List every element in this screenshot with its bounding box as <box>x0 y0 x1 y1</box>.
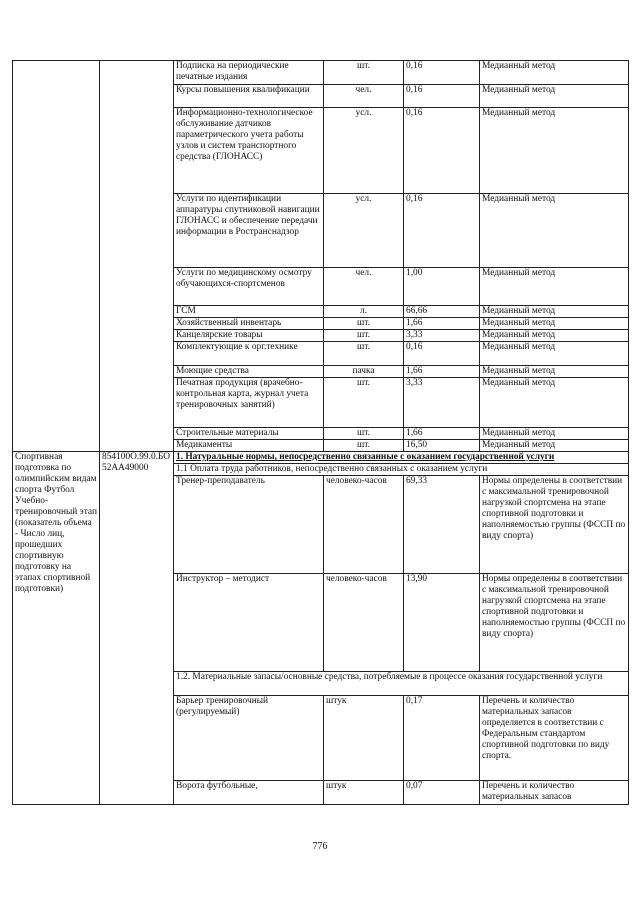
item-method: Медианный метод <box>480 108 629 194</box>
item-method: Медианный метод <box>480 330 629 342</box>
material-name: Ворота футбольные, <box>174 781 324 805</box>
item-value: 3,33 <box>404 330 480 342</box>
material-value: 0,07 <box>404 781 480 805</box>
labor-method: Нормы определены в соответствии с максимальной тренировочной нагрузкой спортсмена на этапе спортивной подготовки и наполняемостью группы (ФССП по виду спорта) <box>480 574 629 672</box>
material-method: Перечень и количество материальных запасов определяется в соответствии с Федеральным стандартом спортивной подготовки по виду спорта. <box>480 696 629 781</box>
item-value: 0,16 <box>404 108 480 194</box>
item-method: Медианный метод <box>480 85 629 108</box>
item-name: Хозяйственный инвентарь <box>174 318 324 330</box>
labor-unit: человеко-часов <box>324 574 404 672</box>
item-name: Медикаменты <box>174 440 324 452</box>
item-value: 16,50 <box>404 440 480 452</box>
item-method: Медианный метод <box>480 268 629 306</box>
section-heading: 1. Натуральные нормы, непосредственно связанные с оказанием государственной услуги <box>174 452 629 464</box>
service-code: 854100О.99.0.БО52АА49000 <box>100 452 174 805</box>
table-row <box>13 61 629 85</box>
item-unit: шт. <box>324 318 404 330</box>
item-value: 66,66 <box>404 306 480 318</box>
labor-method: Нормы определены в соответствии с максимальной тренировочной нагрузкой спортсмена на этапе спортивной подготовки и наполняемостью группы (ФССП по виду спорта) <box>480 476 629 574</box>
item-name: Комплектующие к орг.технике <box>174 342 324 366</box>
labor-value: 13,90 <box>404 574 480 672</box>
item-name: Печатная продукция (врачебно-контрольная карта, журнал учета тренировочных занятий) <box>174 378 324 428</box>
item-unit: пачка <box>324 366 404 378</box>
material-name: Барьер тренировочный (регулируемый) <box>174 696 324 781</box>
item-unit: усл. <box>324 108 404 194</box>
item-value: 1,00 <box>404 268 480 306</box>
item-unit: шт. <box>324 61 404 85</box>
subsection-heading: 1.2. Материальные запасы/основные средства, потребляемые в процессе оказания государственной услуги <box>174 672 629 696</box>
service-cell-empty <box>13 61 100 452</box>
material-unit: штук <box>324 696 404 781</box>
norms-table-body <box>13 61 629 805</box>
item-method: Медианный метод <box>480 366 629 378</box>
item-method: Медианный метод <box>480 306 629 318</box>
item-method: Медианный метод <box>480 342 629 366</box>
item-method: Медианный метод <box>480 318 629 330</box>
item-value: 0,16 <box>404 194 480 268</box>
item-value: 1,66 <box>404 366 480 378</box>
item-name: Строительные материалы <box>174 428 324 440</box>
item-unit: л. <box>324 306 404 318</box>
item-value: 3,33 <box>404 378 480 428</box>
norms-table <box>12 60 629 805</box>
item-method: Медианный метод <box>480 428 629 440</box>
item-method: Медианный метод <box>480 378 629 428</box>
table-row <box>13 452 629 464</box>
item-name: Канцелярские товары <box>174 330 324 342</box>
item-unit: шт. <box>324 428 404 440</box>
service-name: Спортивная подготовка по олимпийским видам спорта Футбол Учебно-тренировочный этап (показатель объема - Число лиц, прошедших спортивную подготовку на этапах спортивной подготовки) <box>13 452 100 805</box>
item-unit: чел. <box>324 85 404 108</box>
material-value: 0,17 <box>404 696 480 781</box>
subsection-heading: 1.1 Оплата труда работников, непосредственно связанных с оказанием услуги <box>174 464 629 476</box>
item-value: 0,16 <box>404 85 480 108</box>
item-method: Медианный метод <box>480 61 629 85</box>
item-unit: шт. <box>324 378 404 428</box>
item-name: Курсы повышения квалификации <box>174 85 324 108</box>
material-method: Перечень и количество материальных запасов <box>480 781 629 805</box>
item-name: Услуги по медицинскому осмотру обучающихся-спортсменов <box>174 268 324 306</box>
item-name: Моющие средства <box>174 366 324 378</box>
labor-name: Инструктор – методист <box>174 574 324 672</box>
item-name: Подписка на периодические печатные издания <box>174 61 324 85</box>
code-cell-empty <box>100 61 174 452</box>
material-unit: штук <box>324 781 404 805</box>
item-value: 0,16 <box>404 342 480 366</box>
labor-value: 69,33 <box>404 476 480 574</box>
item-method: Медианный метод <box>480 194 629 268</box>
labor-name: Тренер-преподаватель <box>174 476 324 574</box>
item-value: 1,66 <box>404 428 480 440</box>
item-name: ГСМ <box>174 306 324 318</box>
item-unit: чел. <box>324 268 404 306</box>
item-value: 0,16 <box>404 61 480 85</box>
item-name: Информационно-технологическое обслуживание датчиков параметрического учета работы узлов и систем транспортного средства (ГЛОНАСС) <box>174 108 324 194</box>
item-unit: усл. <box>324 194 404 268</box>
item-value: 1,66 <box>404 318 480 330</box>
item-unit: шт. <box>324 440 404 452</box>
labor-unit: человеко-часов <box>324 476 404 574</box>
page-number: 776 <box>312 841 328 852</box>
item-method: Медианный метод <box>480 440 629 452</box>
item-unit: шт. <box>324 342 404 366</box>
item-unit: шт. <box>324 330 404 342</box>
item-name: Услуги по идентификации аппаратуры спутниковой навигации ГЛОНАСС и обеспечение передачи информации в Ространснадзор <box>174 194 324 268</box>
